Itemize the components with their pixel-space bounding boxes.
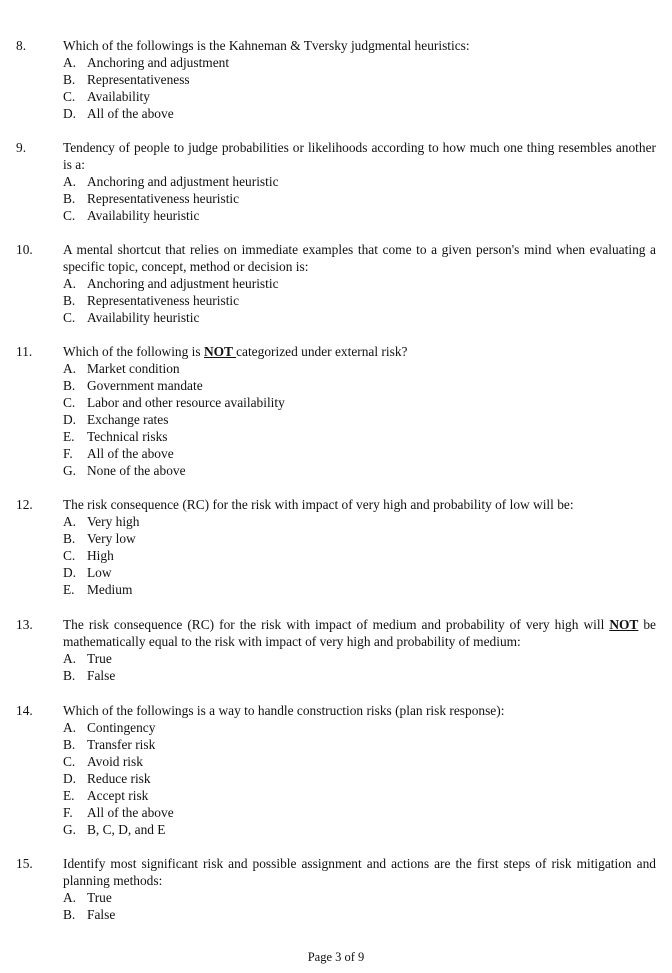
option-text: Transfer risk <box>87 737 156 752</box>
option-c <box>63 88 656 105</box>
option-e <box>63 787 656 804</box>
stem-text: Which of the following is <box>63 344 204 359</box>
option-c <box>63 547 656 564</box>
option-letter: C. <box>63 310 76 325</box>
option-b <box>63 530 656 547</box>
option-text: Low <box>87 565 112 580</box>
option-letter: A. <box>63 276 77 291</box>
option-letter: C. <box>63 89 76 104</box>
option-text: Contingency <box>87 720 156 735</box>
option-text: High <box>87 548 114 563</box>
option-a <box>63 889 656 906</box>
option-letter: D. <box>63 565 77 580</box>
option-letter: A. <box>63 651 77 666</box>
option-b <box>63 736 656 753</box>
option-text: Exchange rates <box>87 412 169 427</box>
option-text: Technical risks <box>87 429 168 444</box>
option-letter: B. <box>63 737 76 752</box>
question-8 <box>16 37 656 122</box>
question-number: 14. <box>16 703 33 718</box>
option-letter: B. <box>63 191 76 206</box>
option-a <box>63 719 656 736</box>
option-text: All of the above <box>87 805 174 820</box>
question-12 <box>16 496 656 598</box>
question-stem: The risk consequence (RC) for the risk with impact of very high and probability of low will be: <box>63 497 574 512</box>
question-13 <box>16 616 656 684</box>
option-letter: E. <box>63 788 75 803</box>
option-a <box>63 650 656 667</box>
option-text: Very low <box>87 531 136 546</box>
option-text: Very high <box>87 514 140 529</box>
option-text: Market condition <box>87 361 180 376</box>
option-text: All of the above <box>87 106 174 121</box>
question-stem: Which of the followings is the Kahneman & Tversky judgmental heuristics: <box>63 38 470 53</box>
option-letter: F. <box>63 446 73 461</box>
option-letter: G. <box>63 463 77 478</box>
question-stem: Identify most significant risk and possible assignment and actions are the first steps of risk mitigation and planning methods: <box>63 856 656 888</box>
option-text: True <box>87 651 112 666</box>
option-text: B, C, D, and E <box>87 822 166 837</box>
option-letter: C. <box>63 754 76 769</box>
option-text: Medium <box>87 582 133 597</box>
question-number: 15. <box>16 856 33 871</box>
question-10 <box>16 241 656 326</box>
option-text: Representativeness heuristic <box>87 191 240 206</box>
question-11 <box>16 343 656 479</box>
option-letter: G. <box>63 822 77 837</box>
option-letter: A. <box>63 720 77 735</box>
page-number-footer: Page 3 of 9 <box>307 950 365 964</box>
option-text: All of the above <box>87 446 174 461</box>
question-stem <box>63 616 656 650</box>
option-c <box>63 309 656 326</box>
option-f <box>63 445 656 462</box>
option-text: Availability heuristic <box>87 208 200 223</box>
option-a <box>63 275 656 292</box>
option-letter: A. <box>63 174 77 189</box>
question-number: 12. <box>16 497 33 512</box>
option-text: Representativeness <box>87 72 190 87</box>
option-b <box>63 667 656 684</box>
option-text: Anchoring and adjustment <box>87 55 230 70</box>
option-letter: C. <box>63 395 76 410</box>
question-9 <box>16 139 656 224</box>
option-e <box>63 428 656 445</box>
option-letter: B. <box>63 668 76 683</box>
question-number: 13. <box>16 617 33 632</box>
option-text: Availability <box>87 89 150 104</box>
stem-emphasis: NOT <box>203 344 237 359</box>
option-c <box>63 753 656 770</box>
question-15 <box>16 855 656 923</box>
option-c <box>63 394 656 411</box>
option-b <box>63 190 656 207</box>
option-letter: B. <box>63 907 76 922</box>
option-d <box>63 770 656 787</box>
option-a <box>63 173 656 190</box>
option-text: True <box>87 890 112 905</box>
option-letter: C. <box>63 208 76 223</box>
option-letter: D. <box>63 412 77 427</box>
option-text: Anchoring and adjustment heuristic <box>87 276 279 291</box>
option-f <box>63 804 656 821</box>
option-letter: B. <box>63 378 76 393</box>
option-letter: A. <box>63 55 77 70</box>
option-g <box>63 462 656 479</box>
option-d <box>63 564 656 581</box>
option-b <box>63 292 656 309</box>
option-letter: D. <box>63 106 77 121</box>
option-d <box>63 411 656 428</box>
option-text: False <box>87 668 116 683</box>
option-letter: D. <box>63 771 77 786</box>
stem-emphasis: NOT <box>609 617 639 632</box>
question-stem: Which of the followings is a way to handle construction risks (plan risk response): <box>63 703 505 718</box>
option-text: Government mandate <box>87 378 203 393</box>
option-text: Avoid risk <box>87 754 143 769</box>
option-letter: E. <box>63 429 75 444</box>
option-letter: A. <box>63 361 77 376</box>
option-letter: A. <box>63 890 77 905</box>
option-letter: C. <box>63 548 76 563</box>
question-14 <box>16 702 656 838</box>
option-text: None of the above <box>87 463 186 478</box>
option-e <box>63 581 656 598</box>
option-letter: E. <box>63 582 75 597</box>
option-d <box>63 105 656 122</box>
option-a <box>63 54 656 71</box>
option-letter: A. <box>63 514 77 529</box>
question-stem <box>63 343 656 360</box>
option-text: Labor and other resource availability <box>87 395 285 410</box>
stem-text: categorized under external risk? <box>236 344 408 359</box>
option-c <box>63 207 656 224</box>
stem-text: The risk consequence (RC) for the risk with impact of medium and probability of very high will <box>63 617 610 632</box>
option-letter: B. <box>63 293 76 308</box>
option-text: Availability heuristic <box>87 310 200 325</box>
option-a <box>63 513 656 530</box>
stem-text: be mathematically equal to the risk with impact of very high and probability of medium: <box>63 617 656 649</box>
option-letter: B. <box>63 72 76 87</box>
question-number: 8. <box>16 38 27 53</box>
option-a <box>63 360 656 377</box>
option-g <box>63 821 656 838</box>
option-text: Anchoring and adjustment heuristic <box>87 174 279 189</box>
question-number: 9. <box>16 140 27 155</box>
question-number: 10. <box>16 242 33 257</box>
option-text: Reduce risk <box>87 771 151 786</box>
option-letter: B. <box>63 531 76 546</box>
question-number: 11. <box>16 344 33 359</box>
question-stem: Tendency of people to judge probabilities or likelihoods according to how much one thing resembles another is a: <box>63 140 656 172</box>
option-text: Representativeness heuristic <box>87 293 240 308</box>
option-b <box>63 71 656 88</box>
question-stem: A mental shortcut that relies on immediate examples that come to a given person's mind when evaluating a specific topic, concept, method or decision is: <box>63 242 656 274</box>
option-letter: F. <box>63 805 73 820</box>
option-text: Accept risk <box>87 788 149 803</box>
option-b <box>63 906 656 923</box>
option-text: False <box>87 907 116 922</box>
option-b <box>63 377 656 394</box>
